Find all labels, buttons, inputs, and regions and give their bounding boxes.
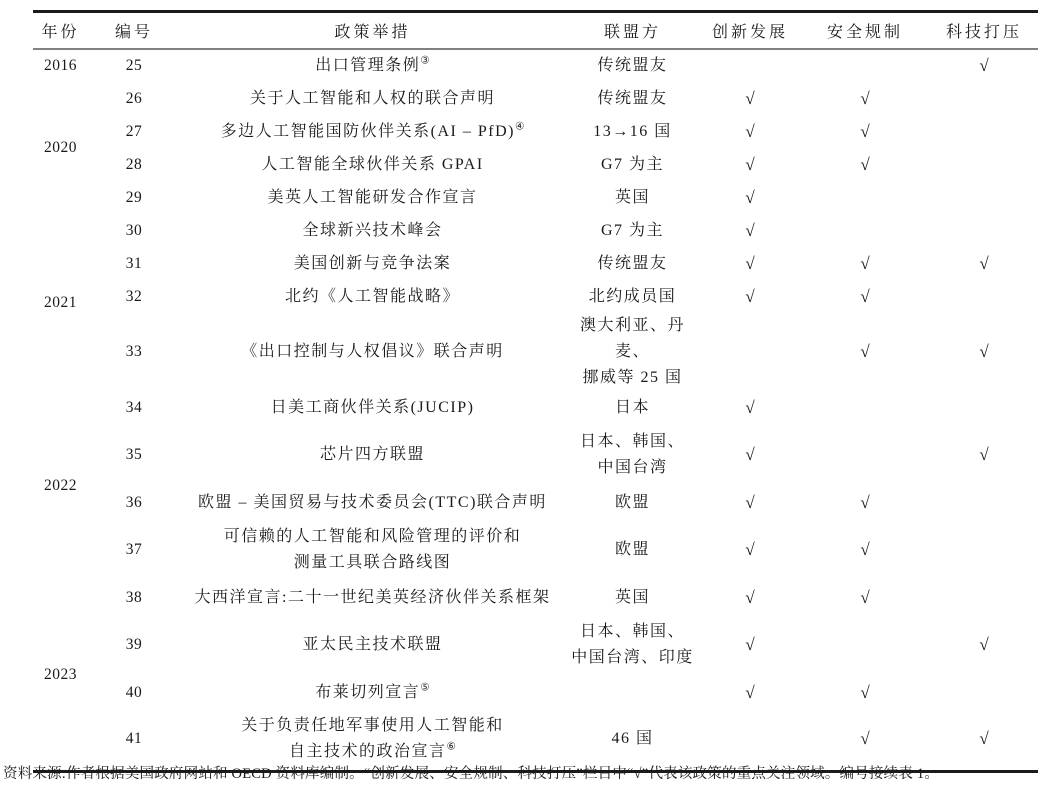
- check-innovation: [700, 49, 800, 82]
- footnote-marker: ⑥: [446, 741, 456, 753]
- policy-number: 37: [125, 541, 143, 558]
- policy-number: 26: [125, 89, 143, 107]
- alliance-party: [565, 313, 700, 391]
- check-innovation: √: [745, 445, 755, 464]
- check-innovation: √: [745, 492, 755, 512]
- check-security-regulation: [800, 424, 930, 486]
- check-tech-suppression: [930, 391, 1038, 424]
- check-security-regulation: √: [860, 342, 870, 361]
- table-row: [33, 676, 1038, 709]
- policy-measure: 全球新兴技术峰会: [302, 221, 443, 239]
- policy-number: 34: [125, 398, 143, 416]
- check-innovation: √: [745, 88, 755, 108]
- check-tech-suppression: [930, 280, 1038, 313]
- policy-number: 33: [125, 343, 143, 360]
- check-security-regulation: √: [860, 492, 870, 512]
- check-security-regulation: √: [860, 121, 870, 141]
- table-row: [33, 148, 1038, 181]
- policy-number: 29: [125, 188, 143, 206]
- policy-text: 布莱切列宣言: [315, 683, 421, 701]
- ally-line-1: 日本、韩国、: [579, 623, 685, 640]
- check-tech-suppression: [930, 676, 1038, 709]
- col-security-regulation: 安全规制: [800, 12, 930, 50]
- policy-line-2: 测量工具联合路线图: [293, 554, 452, 571]
- check-innovation: √: [745, 587, 755, 607]
- table-row: [33, 82, 1038, 115]
- check-innovation: √: [745, 220, 755, 240]
- policy-line-1: 关于负责任地军事使用人工智能和: [241, 717, 504, 735]
- ally-line-2: 中国台湾、印度: [571, 649, 694, 666]
- policy-measure: [180, 49, 565, 82]
- policy-measure: 欧盟 – 美国贸易与技术委员会(TTC)联合声明: [198, 493, 547, 511]
- policy-measure: 《出口控制与人权倡议》联合声明: [241, 343, 504, 360]
- check-tech-suppression: [930, 581, 1038, 614]
- source-note: 资料来源:作者根据美国政府网站和 OECD 资料库编制。“创新发展、安全规制、科技打压”栏目中“√”代表该政策的重点关注领域。编号接续表 1。: [3, 766, 940, 782]
- check-innovation: √: [745, 397, 755, 417]
- policy-table-wrapper: [33, 10, 1038, 773]
- check-security-regulation: √: [860, 286, 870, 306]
- policy-number: 27: [125, 122, 143, 140]
- check-security-regulation: √: [860, 682, 870, 702]
- alliance-party: [565, 424, 700, 486]
- policy-number: 32: [125, 287, 143, 305]
- alliance-party: 传统盟友: [597, 57, 668, 74]
- policy-number: 36: [125, 493, 143, 511]
- ally-line-1: 日本、韩国、: [579, 433, 685, 450]
- table-row: [33, 519, 1038, 581]
- alliance-party: 日本: [614, 398, 650, 416]
- year-label: 2023: [44, 666, 77, 684]
- policy-number: 28: [125, 155, 143, 173]
- year-label: 2021: [44, 293, 77, 311]
- policy-measure: 日美工商伙伴关系(JUCIP): [270, 398, 475, 416]
- alliance-party: 北约成员国: [588, 287, 677, 305]
- col-number: 编号: [88, 12, 180, 50]
- check-tech-suppression: [930, 148, 1038, 181]
- ally-line-2: 挪威等 25 国: [582, 369, 683, 386]
- table-row: [33, 49, 1038, 82]
- check-tech-suppression: √: [979, 342, 989, 361]
- alliance-party: 英国: [614, 588, 650, 606]
- alliance-party: 传统盟友: [597, 89, 668, 107]
- check-innovation: √: [745, 187, 755, 207]
- check-innovation: √: [745, 154, 755, 174]
- check-security-regulation: √: [860, 253, 870, 273]
- table-row: [33, 115, 1038, 148]
- policy-measure: [180, 115, 565, 148]
- check-security-regulation: √: [860, 729, 870, 749]
- check-security-regulation: √: [860, 154, 870, 174]
- col-alliance-party: 联盟方: [565, 12, 700, 50]
- alliance-party: 传统盟友: [597, 254, 668, 272]
- table-row: [33, 424, 1038, 486]
- check-tech-suppression: √: [979, 56, 989, 75]
- policy-measure: 北约《人工智能战略》: [284, 287, 460, 305]
- check-tech-suppression: √: [979, 635, 989, 654]
- policy-number: 35: [125, 446, 143, 463]
- table-row: [33, 581, 1038, 614]
- table-row: [33, 247, 1038, 280]
- policy-text: 出口管理条例: [315, 57, 421, 74]
- check-innovation: √: [745, 682, 755, 702]
- policy-table: [33, 10, 1038, 773]
- ally-line-2: 中国台湾: [597, 459, 668, 476]
- policy-measure: 关于人工智能和人权的联合声明: [249, 89, 495, 107]
- check-security-regulation: [800, 214, 930, 247]
- col-tech-suppression: 科技打压: [930, 12, 1038, 50]
- check-tech-suppression: [930, 486, 1038, 519]
- policy-measure: 亚太民主技术联盟: [302, 636, 443, 653]
- table-row: [33, 486, 1038, 519]
- table-row: [33, 181, 1038, 214]
- policy-text: 多边人工智能国防伙伴关系(AI – PfD): [220, 122, 515, 140]
- alliance-party: 英国: [614, 188, 650, 206]
- policy-measure: [180, 676, 565, 709]
- check-security-regulation: √: [860, 540, 870, 559]
- check-tech-suppression: [930, 82, 1038, 115]
- year-label: 2020: [44, 139, 77, 156]
- alliance-party: 欧盟: [614, 541, 650, 558]
- check-tech-suppression: √: [979, 253, 989, 273]
- check-tech-suppression: [930, 214, 1038, 247]
- policy-measure: 美英人工智能研发合作宣言: [267, 188, 478, 206]
- check-innovation: [700, 313, 800, 391]
- table-row: [33, 614, 1038, 676]
- check-tech-suppression: [930, 115, 1038, 148]
- alliance-party: [565, 614, 700, 676]
- alliance-party: 13→16 国: [593, 122, 672, 140]
- check-security-regulation: [800, 614, 930, 676]
- check-tech-suppression: √: [979, 729, 989, 749]
- policy-number: 25: [125, 57, 143, 74]
- col-innovation-development: 创新发展: [700, 12, 800, 50]
- policy-line-1: 可信赖的人工智能和风险管理的评价和: [223, 528, 522, 545]
- policy-number: 39: [125, 636, 143, 653]
- policy-number: 31: [125, 254, 143, 272]
- policy-number: 38: [125, 588, 143, 606]
- policy-text: 自主技术的政治宣言: [289, 743, 447, 761]
- check-tech-suppression: [930, 519, 1038, 581]
- alliance-party: G7 为主: [600, 155, 665, 173]
- year-label: 2016: [44, 57, 77, 74]
- col-year: 年份: [33, 12, 88, 50]
- footnote-marker: ③: [420, 55, 430, 67]
- year-label: 2022: [44, 477, 77, 494]
- table-row: [33, 391, 1038, 424]
- policy-number: 41: [125, 730, 143, 748]
- check-security-regulation: √: [860, 88, 870, 108]
- policy-measure: 美国创新与竞争法案: [293, 254, 452, 272]
- check-security-regulation: [800, 49, 930, 82]
- table-row: [33, 280, 1038, 313]
- policy-measure: 人工智能全球伙伴关系 GPAI: [261, 155, 484, 173]
- table-row: [33, 313, 1038, 391]
- check-innovation: √: [745, 635, 755, 654]
- check-tech-suppression: √: [979, 445, 989, 464]
- check-security-regulation: √: [860, 587, 870, 607]
- col-policy-measure: 政策举措: [180, 12, 565, 50]
- ally-line-1: 澳大利亚、丹麦、: [579, 317, 685, 360]
- policy-number: 30: [125, 221, 143, 239]
- check-security-regulation: [800, 181, 930, 214]
- check-innovation: √: [745, 121, 755, 141]
- alliance-party: 46 国: [611, 730, 654, 748]
- policy-measure: 芯片四方联盟: [319, 446, 425, 463]
- alliance-party: [565, 676, 700, 709]
- footnote-marker: ⑤: [420, 682, 430, 694]
- check-innovation: √: [745, 253, 755, 273]
- check-security-regulation: [800, 391, 930, 424]
- footnote-marker: ④: [514, 121, 525, 133]
- alliance-party: G7 为主: [600, 221, 665, 239]
- check-innovation: √: [745, 286, 755, 306]
- header-row: [33, 12, 1038, 50]
- policy-measure: [180, 519, 565, 581]
- policy-measure: 大西洋宣言:二十一世纪美英经济伙伴关系框架: [194, 588, 551, 606]
- policy-number: 40: [125, 683, 143, 701]
- alliance-party: 欧盟: [614, 493, 650, 511]
- check-tech-suppression: [930, 181, 1038, 214]
- check-innovation: √: [745, 540, 755, 559]
- table-row: [33, 214, 1038, 247]
